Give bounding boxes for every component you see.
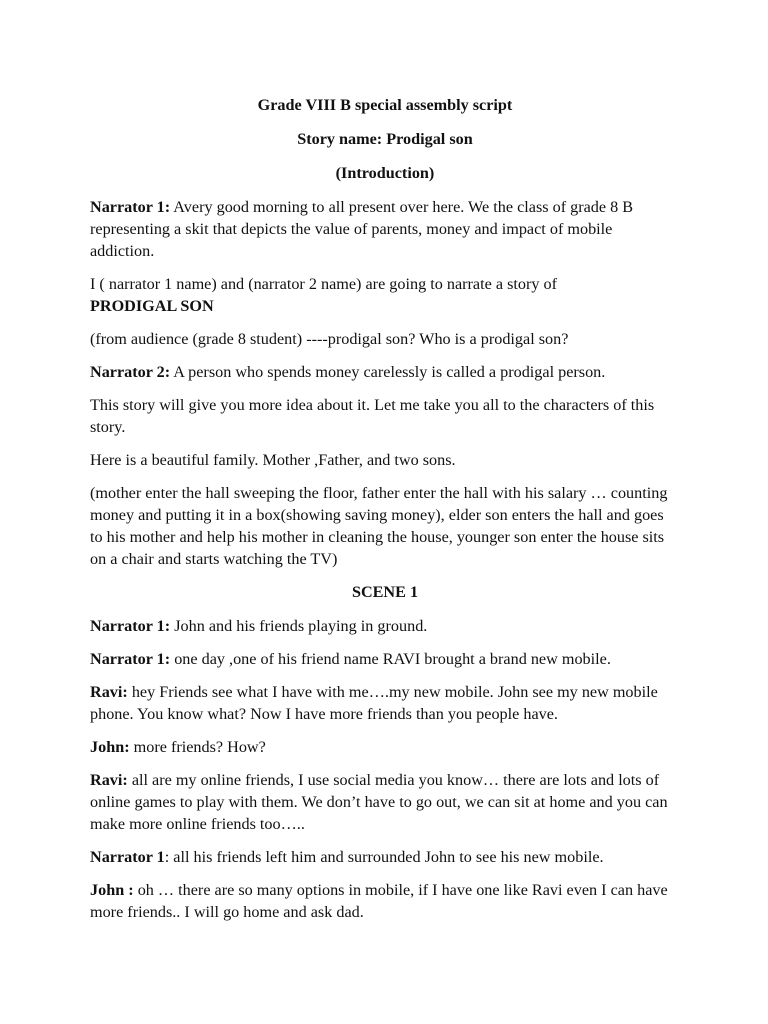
scene-line	[90, 846, 680, 868]
dialogue-text: more friends? How?	[129, 738, 266, 756]
scene-line	[90, 769, 680, 835]
speaker-label: Ravi:	[90, 683, 128, 701]
dialogue-text: hey Friends see what I have with me….my new mobile. John see my new mobile phone. You know what? Now I have more friends than you people have.	[90, 683, 658, 723]
intro-paragraph	[90, 273, 680, 317]
scene-heading: SCENE 1	[351, 583, 419, 601]
speaker-label: Narrator 1	[90, 848, 165, 866]
scene-line	[90, 879, 680, 923]
document-page	[90, 94, 680, 934]
dialogue-text: A person who spends money carelessly is called a prodigal person.	[170, 363, 606, 381]
intro-paragraph	[90, 328, 680, 350]
scene-line	[90, 648, 680, 670]
speaker-label: Narrator 1:	[90, 650, 171, 668]
stage-direction	[90, 482, 680, 570]
dialogue-text: all are my online friends, I use social media you know… there are lots and lots of online games to play with them. We don’t have to go out, we can sit at home and you can make more online friends too…..	[90, 771, 668, 833]
speaker-label: Narrator 1:	[90, 617, 171, 635]
dialogue-text: one day ,one of his friend name RAVI brought a brand new mobile.	[170, 650, 611, 668]
dialogue-text: : all his friends left him and surrounded John to see his new mobile.	[164, 848, 604, 866]
section-heading-introduction: (Introduction)	[335, 164, 435, 182]
speaker-label: Narrator 1:	[90, 198, 171, 216]
narration-text: (from audience (grade 8 student) ----prodigal son? Who is a prodigal son?	[90, 330, 569, 348]
document-title: Grade VIII B special assembly script	[257, 96, 513, 114]
narration-text: This story will give you more idea about it. Let me take you all to the characters of this story.	[90, 396, 655, 436]
intro-paragraph	[90, 196, 680, 262]
speaker-label: Narrator 2:	[90, 363, 171, 381]
speaker-label: Ravi:	[90, 771, 128, 789]
scene-line	[90, 681, 680, 725]
speaker-label: John :	[90, 881, 134, 899]
dialogue-text: oh … there are so many options in mobile, if I have one like Ravi even I can have more friends.. I will go home and ask dad.	[90, 881, 668, 921]
story-title-emphasis: PRODIGAL SON	[90, 297, 214, 315]
dialogue-text: Avery good morning to all present over here. We the class of grade 8 B representing a skit that depicts the value of parents, money and impact of mobile addiction.	[90, 198, 634, 260]
intro-paragraph	[90, 361, 680, 383]
intro-paragraph	[90, 449, 680, 471]
scene-line	[90, 615, 680, 637]
narration-text: I ( narrator 1 name) and (narrator 2 name) are going to narrate a story of	[90, 275, 557, 293]
speaker-label: John:	[90, 738, 130, 756]
story-name: Story name: Prodigal son	[297, 130, 473, 148]
narration-text: Here is a beautiful family. Mother ,Father, and two sons.	[90, 451, 456, 469]
intro-paragraph	[90, 394, 680, 438]
scene-line	[90, 736, 680, 758]
narration-text: (mother enter the hall sweeping the floor, father enter the hall with his salary … counting money and putting it in a box(showing saving money), elder son enters the hall and goes to his mother and help his mother in cleaning the house, younger son enter the house sits on a chair and starts watching the TV)	[90, 484, 668, 568]
dialogue-text: John and his friends playing in ground.	[170, 617, 428, 635]
